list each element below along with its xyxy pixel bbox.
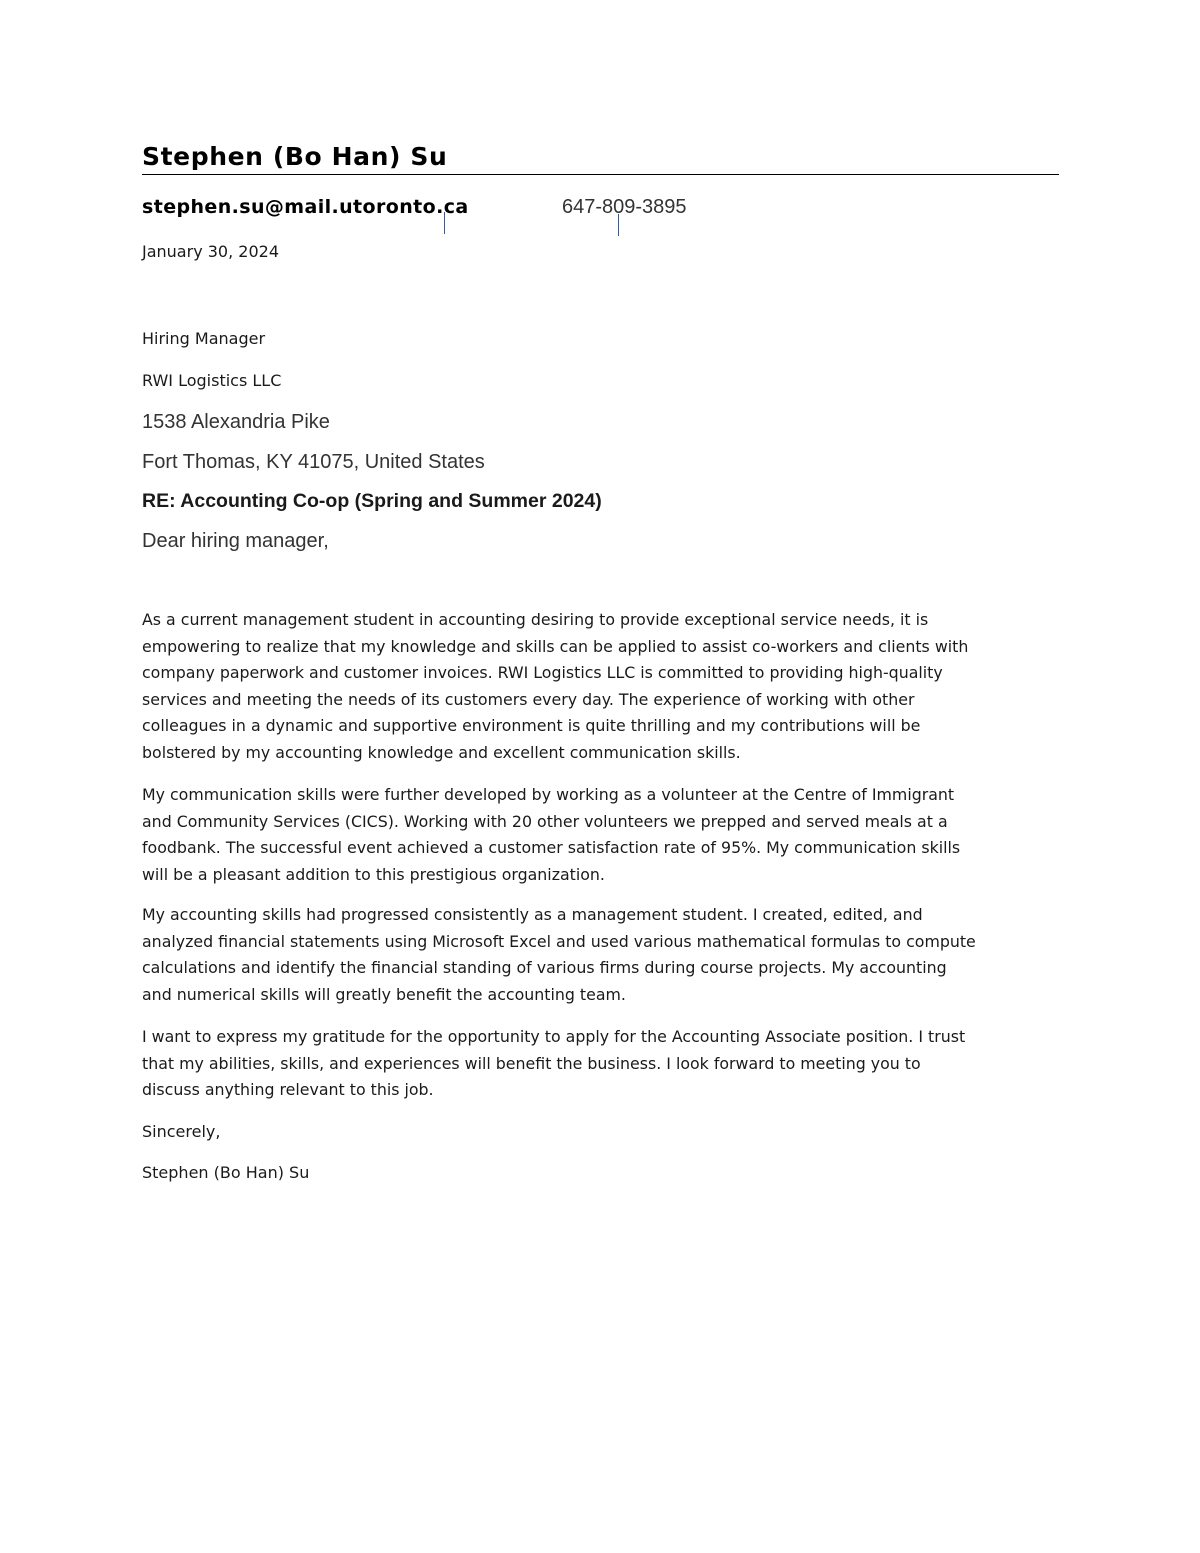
- recipient-company: RWI Logistics LLC: [142, 371, 282, 390]
- recipient-title: Hiring Manager: [142, 329, 266, 348]
- signature: Stephen (Bo Han) Su: [142, 1163, 310, 1182]
- recipient-city: Fort Thomas, KY 41075, United States: [142, 451, 485, 473]
- header-rule: [142, 174, 1059, 175]
- applicant-phone: 647-809-3895: [562, 196, 687, 218]
- paragraph-line: My communication skills were further developed by working as a volunteer at the Centre of Immigrant: [142, 785, 955, 804]
- body-paragraph-4: [142, 1024, 1072, 1104]
- applicant-name: Stephen (Bo Han) Su: [142, 142, 448, 171]
- paragraph-line: discuss anything relevant to this job.: [142, 1080, 434, 1099]
- applicant-email: stephen.su@mail.utoronto.ca: [142, 196, 469, 218]
- paragraph-line: foodbank. The successful event achieved a customer satisfaction rate of 95%. My communication skills: [142, 838, 961, 857]
- paragraph-line: calculations and identify the financial standing of various firms during course projects. My accounting: [142, 958, 947, 977]
- recipient-street: 1538 Alexandria Pike: [142, 411, 330, 433]
- paragraph-line: will be a pleasant addition to this prestigious organization.: [142, 864, 605, 884]
- letter-date: January 30, 2024: [142, 242, 279, 261]
- paragraph-line: My accounting skills had progressed consistently as a management student. I created, edited, and: [142, 905, 923, 924]
- paragraph-line: analyzed financial statements using Microsoft Excel and used various mathematical formulas to compute: [142, 931, 976, 951]
- paragraph-line: and numerical skills will greatly benefit the accounting team.: [142, 984, 626, 1004]
- closing: Sincerely,: [142, 1122, 221, 1141]
- paragraph-line: that my abilities, skills, and experiences will benefit the business. I look forward to meeting you to: [142, 1053, 921, 1073]
- paragraph-line: empowering to realize that my knowledge and skills can be applied to assist co-workers and clients with: [142, 636, 969, 656]
- paragraph-line: services and meeting the needs of its customers every day. The experience of working with other: [142, 689, 915, 709]
- body-paragraph-1: [142, 607, 1072, 766]
- paragraph-line: As a current management student in accounting desiring to provide exceptional service needs, it is: [142, 610, 929, 629]
- salutation: Dear hiring manager,: [142, 530, 329, 552]
- body-paragraph-3: [142, 902, 1072, 1008]
- paragraph-line: bolstered by my accounting knowledge and excellent communication skills.: [142, 742, 741, 762]
- body-paragraph-2: [142, 782, 1072, 888]
- subject-line: RE: Accounting Co-op (Spring and Summer 2024): [142, 490, 602, 512]
- paragraph-line: colleagues in a dynamic and supportive environment is quite thrilling and my contributions will be: [142, 716, 921, 735]
- paragraph-line: company paperwork and customer invoices. RWI Logistics LLC is committed to providing high-quality: [142, 663, 943, 682]
- text-cursor-marker: [618, 214, 619, 236]
- paragraph-line: and Community Services (CICS). Working with 20 other volunteers we prepped and served meals at a: [142, 811, 948, 831]
- paragraph-line: I want to express my gratitude for the opportunity to apply for the Accounting Associate position. I trust: [142, 1027, 966, 1046]
- text-cursor-marker: [444, 212, 445, 234]
